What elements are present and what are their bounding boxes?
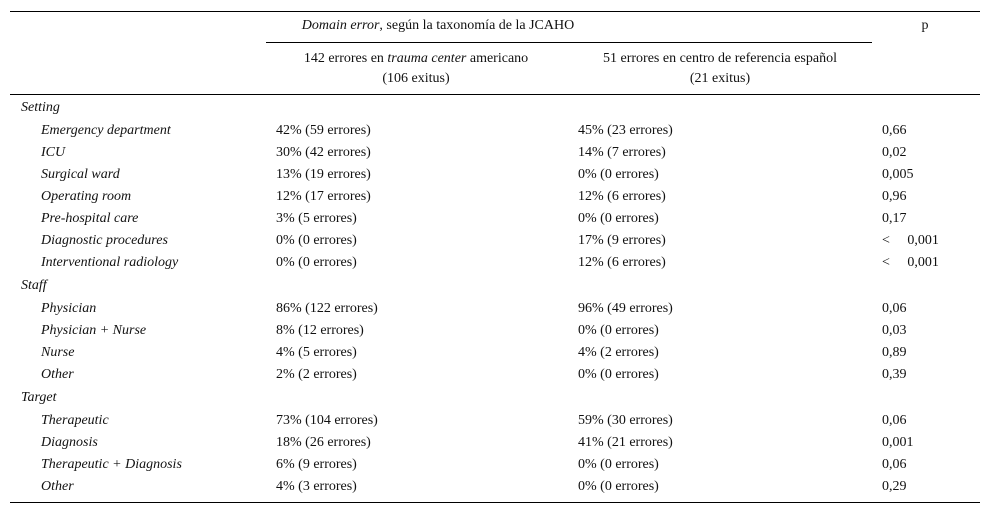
table-row [10, 410, 980, 432]
us-value: 0% (0 errores) [276, 233, 357, 248]
row-label: Emergency department [41, 123, 171, 138]
us-value: 18% (26 errores) [276, 435, 371, 450]
es-value: 4% (2 errores) [578, 345, 659, 360]
section-row [10, 274, 980, 298]
p-value: 0,02 [882, 145, 907, 160]
us-value: 6% (9 errores) [276, 457, 357, 472]
table-row [10, 342, 980, 364]
table-row [10, 320, 980, 342]
p-value: 0,96 [882, 189, 907, 204]
es-value: 0% (0 errores) [578, 211, 659, 226]
p-value: 0,005 [882, 167, 914, 182]
es-value: 12% (6 errores) [578, 255, 666, 270]
row-label: Therapeutic + Diagnosis [41, 457, 182, 472]
col-es-header [570, 49, 870, 89]
table-row [10, 230, 980, 252]
es-value: 17% (9 errores) [578, 233, 666, 248]
table-row [10, 432, 980, 454]
section-title: Target [21, 390, 57, 405]
es-value: 0% (0 errores) [578, 457, 659, 472]
row-label: Therapeutic [41, 413, 109, 428]
es-value: 96% (49 errores) [578, 301, 673, 316]
us-value: 73% (104 errores) [276, 413, 378, 428]
table-row [10, 252, 980, 274]
es-value: 59% (30 errores) [578, 413, 673, 428]
es-value: 14% (7 errores) [578, 145, 666, 160]
us-value: 30% (42 errores) [276, 145, 371, 160]
us-value: 12% (17 errores) [276, 189, 371, 204]
es-value: 45% (23 errores) [578, 123, 673, 138]
us-value: 4% (3 errores) [276, 479, 357, 494]
table-row [10, 298, 980, 320]
row-label: ICU [41, 145, 66, 160]
group-header [10, 16, 866, 36]
table-top-rule [10, 11, 980, 12]
col-es-header-line1: 51 errores en centro de referencia español [603, 51, 837, 66]
section-row [10, 96, 980, 120]
row-label: Surgical ward [41, 167, 120, 182]
us-value: 0% (0 errores) [276, 255, 357, 270]
es-value: 0% (0 errores) [578, 167, 659, 182]
table-row [10, 208, 980, 230]
us-value: 8% (12 errores) [276, 323, 364, 338]
p-value: 0,39 [882, 367, 907, 382]
col-es-header-line2: (21 exitus) [689, 71, 751, 86]
row-label: Diagnosis [41, 435, 98, 450]
table-row [10, 186, 980, 208]
p-value: 0,001 [882, 435, 914, 450]
section-row [10, 386, 980, 410]
group-header-rest: , según la taxonomía de la JCAHO [379, 18, 575, 33]
table-row [10, 164, 980, 186]
row-label: Physician [41, 301, 97, 316]
comparison-table [10, 0, 980, 503]
table-row [10, 120, 980, 142]
row-label: Pre-hospital care [41, 211, 139, 226]
col-us-header-line1: 142 errores en trauma center americano [303, 51, 529, 66]
us-value: 42% (59 errores) [276, 123, 371, 138]
row-label: Other [41, 479, 74, 494]
p-value: 0,66 [882, 123, 907, 138]
section-title: Staff [21, 278, 47, 293]
col-us-header-line2: (106 exitus) [382, 71, 450, 86]
us-value: 86% (122 errores) [276, 301, 378, 316]
p-value: 0,17 [882, 211, 907, 226]
es-value: 41% (21 errores) [578, 435, 673, 450]
p-value: < 0,001 [882, 255, 939, 270]
row-label: Diagnostic procedures [41, 233, 168, 248]
us-value: 4% (5 errores) [276, 345, 357, 360]
header-bottom-rule [10, 94, 980, 95]
table-row [10, 454, 980, 476]
row-label: Nurse [41, 345, 75, 360]
p-value-header: p [921, 18, 929, 33]
group-header-italic: Domain error [301, 18, 380, 33]
p-value: 0,06 [882, 413, 907, 428]
table-row [10, 142, 980, 164]
us-value: 2% (2 errores) [276, 367, 357, 382]
p-value: 0,06 [882, 457, 907, 472]
p-value: 0,89 [882, 345, 907, 360]
table-body [10, 96, 980, 498]
es-value: 0% (0 errores) [578, 367, 659, 382]
p-value: 0,29 [882, 479, 907, 494]
table-row [10, 364, 980, 386]
p-value: < 0,001 [882, 233, 939, 248]
us-value: 3% (5 errores) [276, 211, 357, 226]
table-row [10, 476, 980, 498]
es-value: 0% (0 errores) [578, 323, 659, 338]
section-title: Setting [21, 100, 60, 115]
es-value: 12% (6 errores) [578, 189, 666, 204]
row-label: Operating room [41, 189, 132, 204]
col-us-header [266, 49, 566, 89]
row-label: Other [41, 367, 74, 382]
us-value: 13% (19 errores) [276, 167, 371, 182]
p-value: 0,06 [882, 301, 907, 316]
es-value: 0% (0 errores) [578, 479, 659, 494]
group-header-rule [266, 42, 872, 43]
row-label: Physician + Nurse [41, 323, 147, 338]
row-label: Interventional radiology [41, 255, 179, 270]
p-value: 0,03 [882, 323, 907, 338]
